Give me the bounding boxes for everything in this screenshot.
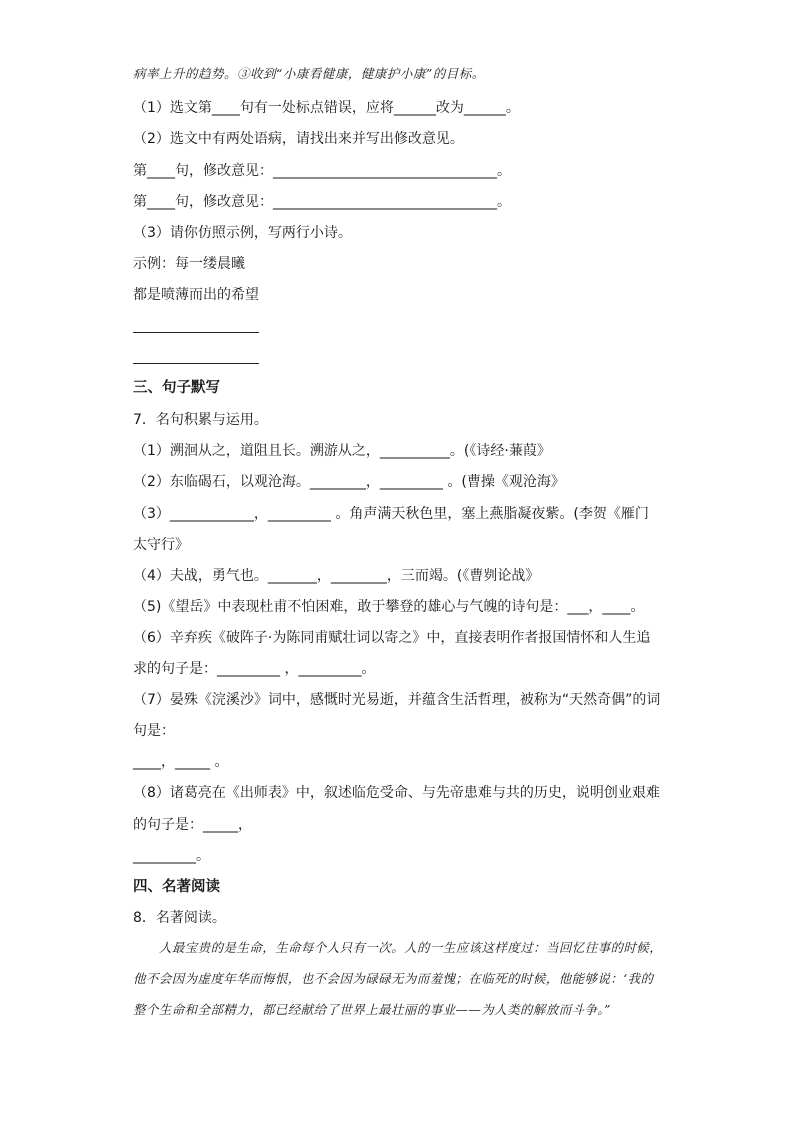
passage-text: 人最宝贵的是生命，生命每个人只有一次。人的一生应该这样度过：当回忆往事的时候，他不会因为虚度年华而悔恨，也不会因为碌碌无为而羞愧；在临死的时候，他能够说：‘我的整个生命和全部精力，都已经献给了世界上最壮丽的事业——为人类的解放而斗争。”	[133, 940, 663, 1017]
poem-blank-line	[133, 332, 259, 333]
q7-item: （5)《望岳》中表现杜甫不怕困难，敢于攀登的雄心与气魄的诗句是：___，____。	[133, 599, 645, 615]
q6-fix2: 第____句，修改意见：________________________________。	[133, 194, 511, 210]
q6-sub2: （2）选文中有两处语病，请找出来并写出修改意见。	[133, 131, 464, 147]
q7-item-continued: 句是：	[133, 723, 175, 739]
q7-item-continued: _________。	[133, 848, 210, 864]
q7-item: （2）东临碣石，以观沧海。________，_________ 。(曹操《观沧海》	[133, 474, 565, 490]
q7-item-continued: 太守行》	[133, 537, 189, 553]
section3-heading: 三、句子默写	[133, 380, 220, 396]
q7-item: （1）溯洄从之，道阻且长。溯游从之，__________。(《诗经·蒹葭》	[133, 443, 551, 459]
q6-sub1: （1）选文第____句有一处标点错误，应将______改为______。	[133, 100, 520, 116]
q8-title: 8．名著阅读。	[133, 910, 226, 926]
q7-title: 7．名句积累与运用。	[133, 412, 268, 428]
q7-item: （7）晏殊《浣溪沙》词中，感慨时光易逝，并蕴含生活哲理，被称为“天然奇偶”的词	[133, 692, 661, 708]
q6-example-line1: 示例：每一缕晨曦	[133, 256, 245, 272]
q7-item: （4）夫战，勇气也。_______，________，三而竭。(《曹刿论战》	[133, 568, 540, 584]
q7-item: （6）辛弃疾《破阵子·为陈同甫赋壮词以寄之》中，直接表明作者报国情怀和人生追	[133, 630, 651, 646]
q7-item-continued: ____，_____ 。	[133, 754, 229, 770]
poem-blank-line	[133, 363, 259, 364]
q7-item: （8）诸葛亮在《出师表》中，叙述临危受命、与先帝患难与共的历史，说明创业艰难	[133, 785, 660, 801]
section4-heading: 四、名著阅读	[133, 879, 220, 895]
q7-item: （3）____________，_________ 。角声满天秋色里，塞上燕脂凝夜紫。(李贺《雁门	[133, 506, 649, 522]
q6-example-line2: 都是喷薄而出的希望	[133, 287, 259, 303]
q7-item-continued: 的句子是：_____，	[133, 817, 252, 833]
q6-fix1: 第____句，修改意见：________________________________。	[133, 163, 511, 179]
q7-item-continued: 求的句子是：_________ ，_________。	[133, 661, 376, 677]
q6-sub3: （3）请你仿照示例，写两行小诗。	[133, 225, 352, 241]
intro-line: 病率上升的趋势。③收到“小康看健康，健康护小康”的目标。	[133, 66, 485, 81]
